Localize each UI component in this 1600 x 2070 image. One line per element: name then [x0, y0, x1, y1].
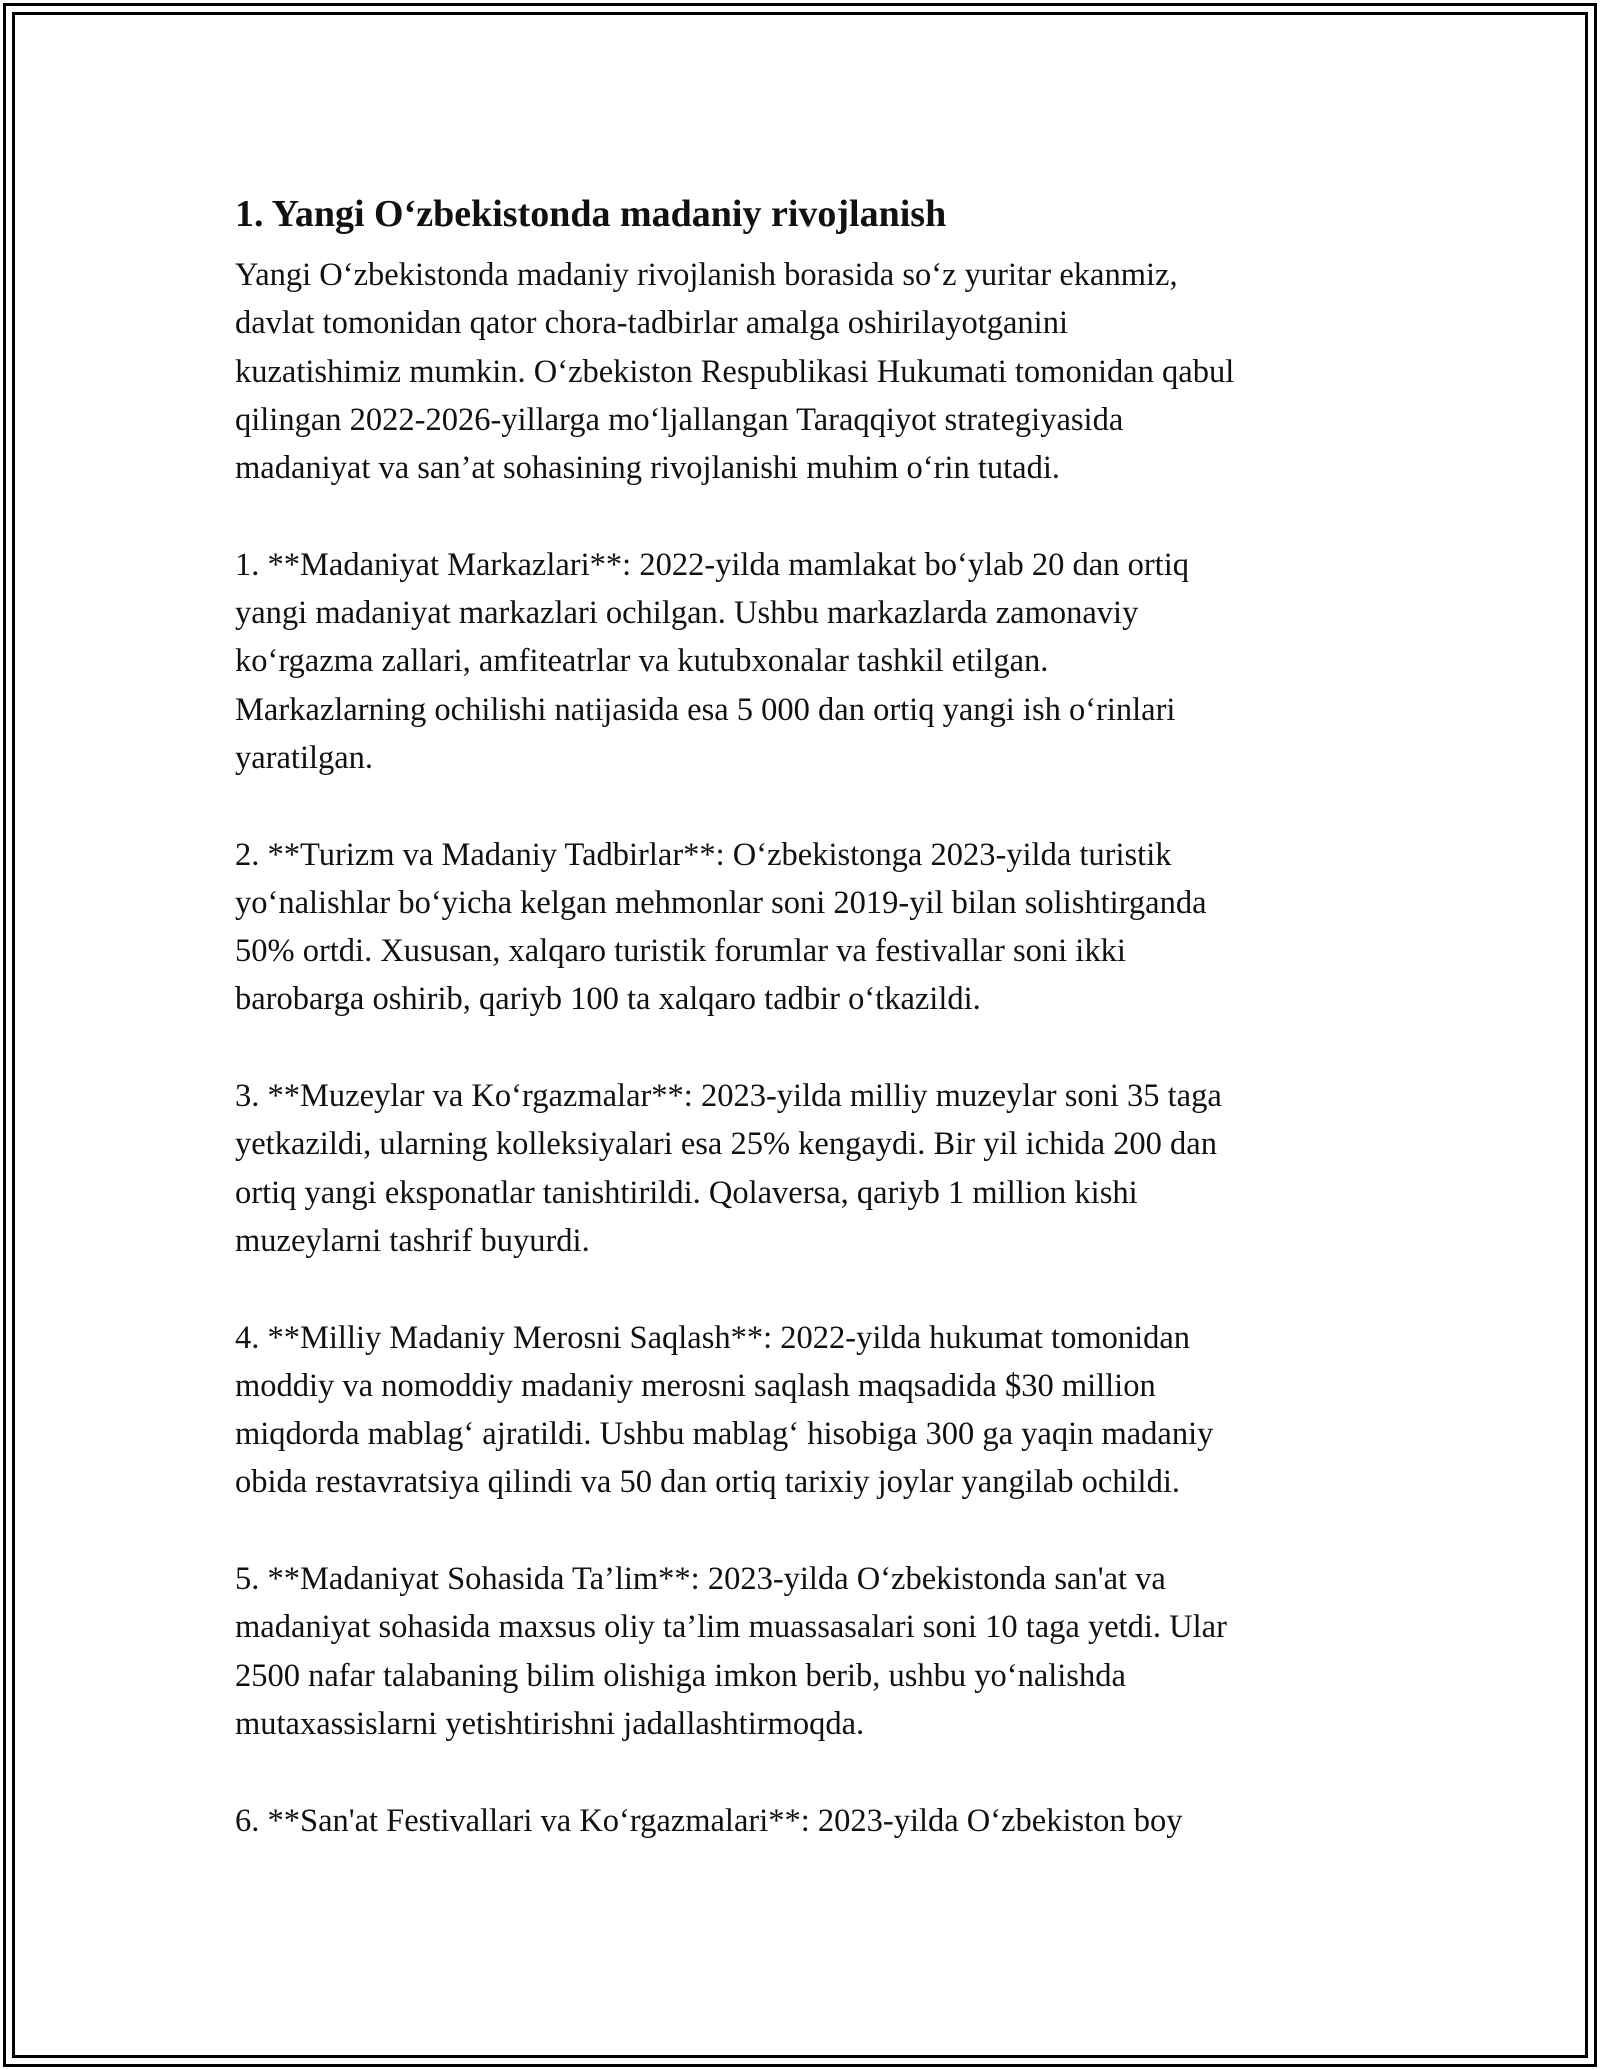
paragraph-spacer	[235, 1507, 1395, 1555]
text-line: yo‘nalishlar bo‘yicha kelgan mehmonlar soni 2019-yil bilan solishtirganda	[235, 884, 1207, 921]
intro-paragraph	[235, 251, 1395, 492]
text-line: 2500 nafar talabaning bilim olishiga imkon berib, ushbu yo‘nalishda	[235, 1657, 1126, 1694]
text-line: mutaxassislarni yetishtirishni jadallashtirmoqda.	[235, 1705, 865, 1742]
text-line: Markazlarning ochilishi natijasida esa 5 000 dan ortiq yangi ish o‘rinlari	[235, 691, 1176, 728]
text-line: qilingan 2022-2026-yillarga mo‘ljallangan Taraqqiyot strategiyasida	[235, 401, 1124, 438]
list-item-5	[235, 1555, 1395, 1748]
list-item-3	[235, 1072, 1395, 1265]
text-line: davlat tomonidan qator chora-tadbirlar amalga oshirilayotganini	[235, 305, 1068, 342]
document-body	[235, 185, 1395, 1845]
text-line: 1. **Madaniyat Markazlari**: 2022-yilda mamlakat bo‘ylab 20 dan ortiq	[235, 546, 1189, 583]
text-line: miqdorda mablag‘ ajratildi. Ushbu mablag‘ hisobiga 300 ga yaqin madaniy	[235, 1416, 1214, 1453]
list-item-1	[235, 541, 1395, 782]
paragraph-spacer	[235, 1748, 1395, 1796]
text-line: madaniyat va san’at sohasining rivojlanishi muhim o‘rin tutadi.	[235, 450, 1060, 487]
text-line: yaratilgan.	[235, 739, 374, 776]
list-item-2	[235, 831, 1395, 1024]
text-line: moddiy va nomoddiy madaniy merosni saqlash maqsadida $30 million	[235, 1367, 1156, 1404]
text-line: Yangi O‘zbekistonda madaniy rivojlanish borasida so‘z yuritar ekanmiz,	[235, 257, 1178, 293]
text-line: ortiq yangi eksponatlar tanishtirildi. Qolaversa, qariyb 1 million kishi	[235, 1174, 1138, 1211]
list-item-6	[235, 1797, 1395, 1845]
text-line: kuzatishimiz mumkin. O‘zbekiston Respublikasi Hukumati tomonidan qabul	[235, 353, 1235, 390]
text-line: 5. **Madaniyat Sohasida Ta’lim**: 2023-yilda O‘zbekistonda san'at va	[235, 1561, 1166, 1598]
text-line: 4. **Milliy Madaniy Merosni Saqlash**: 2022-yilda hukumat tomonidan	[235, 1319, 1191, 1356]
text-line: muzeylarni tashrif buyurdi.	[235, 1222, 590, 1259]
text-line: madaniyat sohasida maxsus oliy ta’lim muassasalari soni 10 taga yetdi. Ular	[235, 1609, 1227, 1646]
text-line: barobarga oshirib, qariyb 100 ta xalqaro tadbir o‘tkazildi.	[235, 981, 981, 1018]
text-line: yetkazildi, ularning kolleksiyalari esa 25% kengaydi. Bir yil ichida 200 dan	[235, 1126, 1217, 1163]
list-item-4	[235, 1314, 1395, 1507]
text-line: 6. **San'at Festivallari va Ko‘rgazmalari**: 2023-yilda O‘zbekiston boy	[235, 1802, 1183, 1839]
text-line: 50% ortdi. Xususan, xalqaro turistik forumlar va festivallar soni ikki	[235, 933, 1126, 970]
text-line: obida restavratsiya qilindi va 50 dan ortiq tarixiy joylar yangilab ochildi.	[235, 1464, 1180, 1501]
paragraph-spacer	[235, 1024, 1395, 1072]
text-line: yangi madaniyat markazlari ochilgan. Ushbu markazlarda zamonaviy	[235, 595, 1139, 632]
text-line: ko‘rgazma zallari, amfiteatrlar va kutubxonalar tashkil etilgan.	[235, 643, 1049, 680]
paragraph-spacer	[235, 492, 1395, 540]
text-line: 3. **Muzeylar va Ko‘rgazmalar**: 2023-yilda milliy muzeylar soni 35 taga	[235, 1078, 1222, 1115]
paragraph-spacer	[235, 782, 1395, 830]
text-line: 2. **Turizm va Madaniy Tadbirlar**: O‘zbekistonga 2023-yilda turistik	[235, 836, 1172, 873]
section-heading: 1. Yangi O‘zbekistonda madaniy rivojlanish	[235, 193, 947, 235]
paragraph-spacer	[235, 1265, 1395, 1313]
